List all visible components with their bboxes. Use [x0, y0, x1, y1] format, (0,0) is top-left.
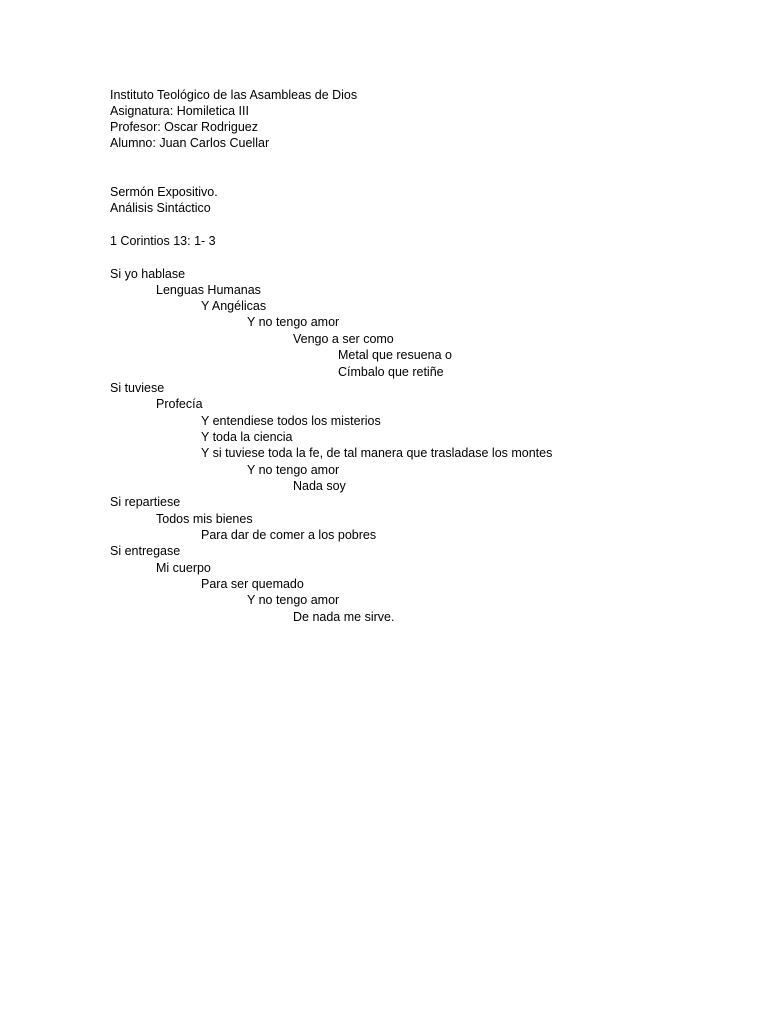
analysis-line: Y si tuviese toda la fe, de tal manera que trasladase los montes: [201, 446, 553, 460]
sermon-title: Sermón Expositivo.: [110, 185, 218, 199]
analysis-line: Nada soy: [293, 479, 346, 493]
subject-line: Asignatura: Homiletica III: [110, 104, 249, 118]
analysis-line: Vengo a ser como: [293, 332, 394, 346]
analysis-line: Y no tengo amor: [247, 463, 340, 477]
analysis-line: Para ser quemado: [201, 577, 304, 591]
analysis-line: Si yo hablase: [110, 267, 186, 281]
analysis-line: Si entregase: [110, 544, 181, 558]
professor-line: Profesor: Oscar Rodriguez: [110, 120, 258, 134]
analysis-line: Todos mis bienes: [156, 512, 253, 526]
analysis-line: Címbalo que retiñe: [338, 365, 444, 379]
analysis-line: Si tuviese: [110, 381, 165, 395]
student-line: Alumno: Juan Carlos Cuellar: [110, 136, 270, 150]
analysis-line: De nada me sirve.: [293, 610, 395, 624]
analysis-line: Y entendiese todos los misterios: [201, 414, 381, 428]
analysis-line: Si repartiese: [110, 495, 181, 509]
analysis-line: Y no tengo amor: [247, 315, 340, 329]
analysis-line: Lenguas Humanas: [156, 283, 261, 297]
analysis-line: Y no tengo amor: [247, 593, 340, 607]
analysis-line: Metal que resuena o: [338, 348, 452, 362]
scripture-reference: 1 Corintios 13: 1- 3: [110, 234, 216, 248]
analysis-line: Y toda la ciencia: [201, 430, 293, 444]
analysis-title: Análisis Sintáctico: [110, 201, 211, 215]
institute-name: Instituto Teológico de las Asambleas de Dios: [110, 88, 358, 102]
analysis-line: Para dar de comer a los pobres: [201, 528, 377, 542]
analysis-line: Y Angélicas: [201, 299, 267, 313]
analysis-line: Profecía: [156, 397, 203, 411]
analysis-line: Mi cuerpo: [156, 561, 211, 575]
